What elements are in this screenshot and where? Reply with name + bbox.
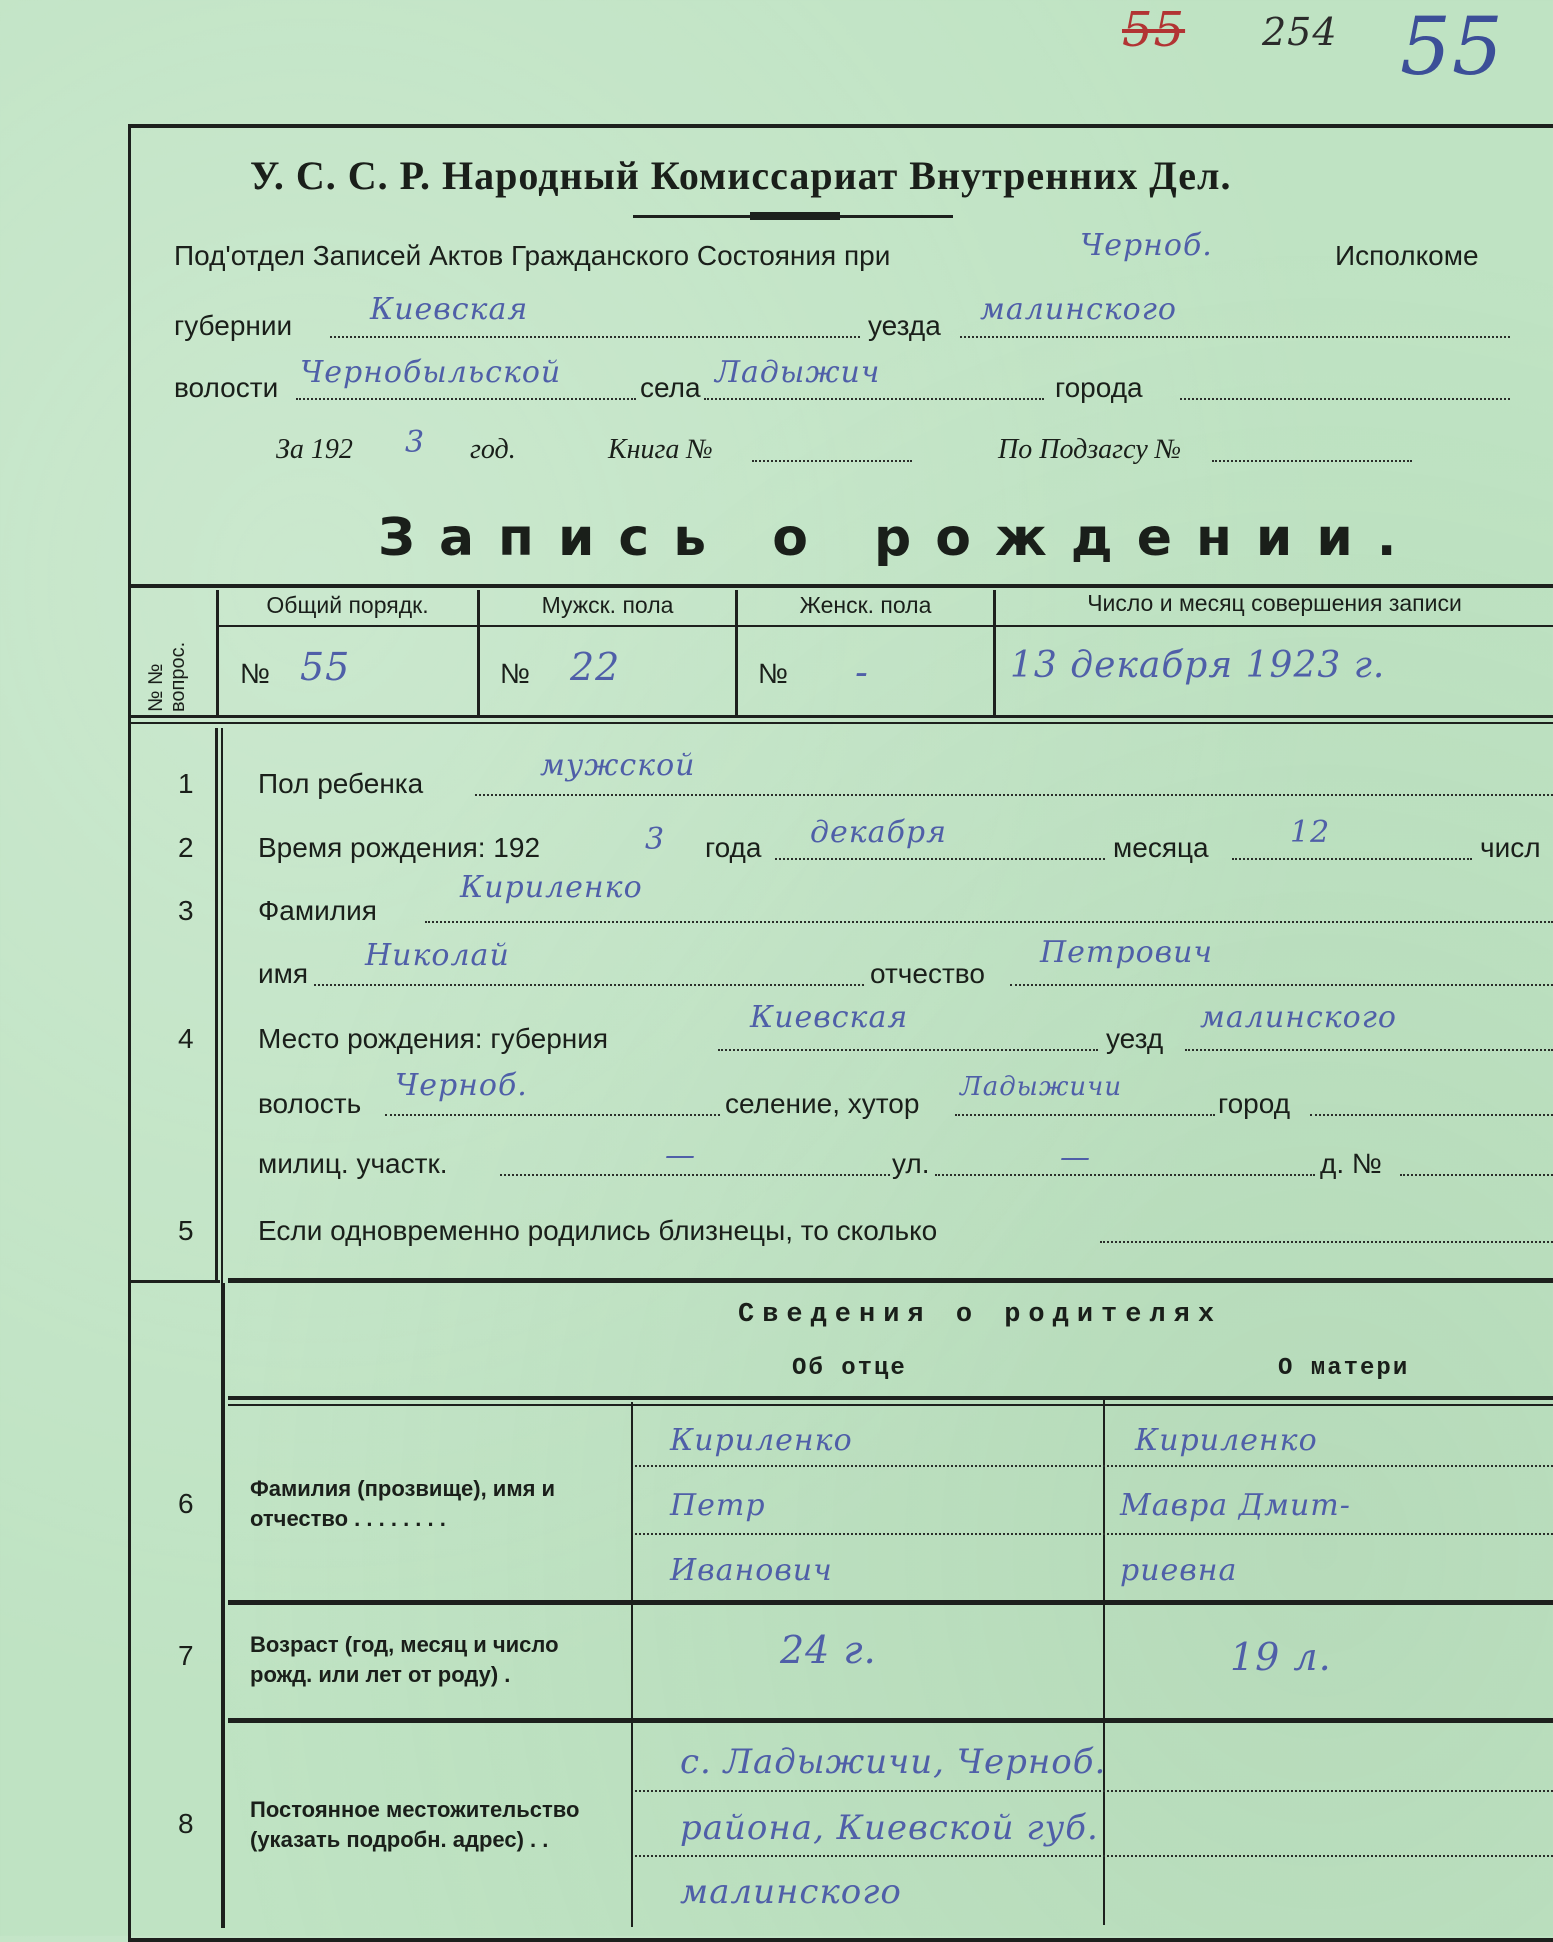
col-header-general: Общий порядк.: [266, 592, 429, 618]
archive-mark-pencil: 254: [1262, 10, 1338, 54]
gubernia-value[interactable]: Киевская: [370, 292, 529, 327]
father-surname[interactable]: Кириленко: [670, 1423, 853, 1458]
year-suffix: год.: [470, 434, 516, 465]
gubernia-label: губернии: [174, 310, 293, 341]
q2-day-label: числ: [1480, 832, 1541, 863]
record-date[interactable]: 13 декабря 1923 г.: [1010, 645, 1386, 686]
q4-militia-label: милиц. участк.: [258, 1148, 448, 1179]
q3-name-value[interactable]: Николай: [365, 938, 510, 973]
q2-year-label: года: [705, 832, 762, 863]
q3-name-label: имя: [258, 958, 309, 989]
podzags-underline: [1212, 460, 1412, 462]
mother-col-rule: [1103, 1400, 1105, 1925]
q4-militia-underline: [500, 1174, 890, 1176]
q7-number: 7: [178, 1640, 194, 1671]
register-top-rule: [130, 584, 1553, 588]
mother-surname[interactable]: Кириленко: [1135, 1423, 1318, 1458]
q7-bottom-rule: [228, 1718, 1553, 1723]
q8-number: 8: [178, 1808, 194, 1839]
q4-number: 4: [178, 1023, 194, 1054]
mother-patronymic[interactable]: риевна: [1120, 1553, 1238, 1588]
q4-uezd-value[interactable]: малинского: [1200, 1000, 1397, 1035]
ispolkom-label: Исполкоме: [1335, 240, 1479, 271]
q3-name-underline: [314, 984, 864, 986]
q4-house-label: д. №: [1320, 1148, 1382, 1179]
q3-patronymic-label: отчество: [870, 958, 985, 989]
residence-line-2[interactable]: района, Киевской губ.: [680, 1808, 1099, 1848]
no-sign: №: [240, 658, 271, 689]
q4-volost-value[interactable]: Черноб.: [395, 1068, 528, 1103]
q2-number: 2: [178, 832, 194, 863]
q6-line-2: [635, 1533, 1553, 1535]
parents-top-rule: [228, 1278, 1553, 1283]
col-header-male: Мужск. пола: [541, 592, 674, 618]
q4-label: Место рождения: губерния: [258, 1023, 609, 1054]
gorod-label: города: [1055, 372, 1143, 403]
residence-line-1[interactable]: с. Ладыжичи, Черноб.: [680, 1742, 1107, 1782]
q4-selo-value[interactable]: Ладыжичи: [960, 1072, 1123, 1102]
q4-gorod-label: город: [1218, 1088, 1291, 1119]
subdept-label: Под'отдел Записей Актов Гражданского Состояния при: [174, 240, 891, 271]
q6-bottom-rule: [228, 1600, 1553, 1605]
q8-line-1: [635, 1790, 1553, 1792]
subdept-value[interactable]: Черноб.: [1080, 228, 1213, 263]
father-name[interactable]: Петр: [670, 1488, 766, 1523]
q5-number: 5: [178, 1215, 194, 1246]
q2-year-value[interactable]: 3: [645, 822, 666, 857]
q3-patronymic-value[interactable]: Петрович: [1040, 935, 1214, 970]
q3-label: Фамилия: [258, 895, 377, 926]
q4-uezd-underline: [1185, 1049, 1553, 1051]
year-label: За 192: [276, 434, 353, 465]
questions-left-rule: [215, 728, 218, 1283]
selo-underline: [704, 398, 1044, 400]
q3-underline: [425, 921, 1553, 923]
q8-line-2: [635, 1855, 1553, 1857]
q4-uezd-label: уезд: [1106, 1023, 1164, 1054]
side-label-vopros: вопрос.: [167, 641, 189, 712]
parents-header-rule: [228, 1396, 1553, 1400]
q1-number: 1: [178, 768, 194, 799]
mother-name[interactable]: Мавра Дмит-: [1120, 1488, 1351, 1523]
uezd-value[interactable]: малинского: [980, 292, 1177, 327]
general-number[interactable]: 55: [300, 645, 351, 689]
q2-day-value[interactable]: 12: [1290, 815, 1331, 850]
female-number[interactable]: -: [855, 650, 869, 694]
uezd-label: уезда: [868, 310, 941, 341]
q4-gubernia-underline: [718, 1049, 1098, 1051]
no-sign: №: [758, 658, 789, 689]
document-title: Запись о рождении.: [378, 508, 1421, 568]
selo-label: села: [640, 372, 701, 403]
q4-gubernia-value[interactable]: Киевская: [750, 1000, 909, 1035]
q7-label: Возраст (год, месяц и число рожд. или лет от роду) .: [250, 1632, 559, 1687]
gubernia-underline: [330, 336, 860, 338]
page-title: У. С. С. Р. Народный Комиссариат Внутренних Дел.: [250, 153, 1232, 198]
q2-month-value[interactable]: декабря: [810, 815, 947, 850]
q2-label: Время рождения: 192: [258, 832, 541, 863]
uezd-underline: [960, 336, 1510, 338]
q3-patronymic-underline: [1010, 984, 1553, 986]
q2-month-label: месяца: [1113, 832, 1209, 863]
q1-sex-value[interactable]: мужской: [540, 748, 696, 783]
parents-title: Сведения о родителях: [738, 1300, 1223, 1330]
gorod-underline: [1180, 398, 1510, 400]
q6-label: Фамилия (прозвище), имя и отчество . . . . . . . .: [250, 1476, 556, 1531]
podzags-label: По Подзагсу №: [998, 434, 1182, 465]
no-sign: №: [500, 658, 531, 689]
q2-month-underline: [775, 858, 1105, 860]
q4-house-underline: [1400, 1174, 1553, 1176]
q4-street-underline: [935, 1174, 1315, 1176]
register-bottom-rule: [130, 715, 1553, 718]
volost-value[interactable]: Чернобыльской: [300, 355, 562, 390]
q8-label: Постоянное местожительство (указать подробн. адрес) . .: [250, 1797, 580, 1852]
register-bottom-rule-2: [130, 722, 1553, 724]
volost-underline: [296, 398, 636, 400]
father-patronymic[interactable]: Иванович: [670, 1553, 833, 1588]
question-number-label: [145, 642, 189, 712]
q3-number: 3: [178, 895, 194, 926]
q1-underline: [475, 794, 1553, 796]
col-header-female: Женск. пола: [799, 592, 932, 618]
section-rule: [130, 1280, 220, 1283]
col-header-date: Число и месяц совершения записи: [1087, 590, 1462, 616]
book-label: Книга №: [608, 434, 713, 465]
book-underline: [752, 460, 912, 462]
q4-selo-label: селение, хутор: [725, 1088, 920, 1119]
ornament-divider-center: [750, 212, 840, 220]
archive-mark-red: 55: [1122, 2, 1186, 58]
mother-header: О матери: [1278, 1355, 1410, 1382]
residence-line-3[interactable]: малинского: [680, 1872, 902, 1912]
father-header: Об отце: [792, 1355, 907, 1382]
year-value[interactable]: 3: [405, 425, 426, 460]
q4-street-label: ул.: [892, 1148, 930, 1179]
q4-street-value[interactable]: —: [1060, 1140, 1091, 1175]
q4-selo-underline: [955, 1114, 1215, 1116]
q2-day-underline: [1232, 858, 1472, 860]
q1-label: Пол ребенка: [258, 768, 424, 799]
q5-label: Если одновременно родились близнецы, то сколько: [258, 1215, 938, 1246]
side-label-num: № №: [145, 663, 167, 712]
parents-left-rule: [221, 1283, 225, 1928]
q4-gorod-underline: [1310, 1114, 1553, 1116]
q5-underline: [1100, 1241, 1553, 1243]
mother-age[interactable]: 19 л.: [1230, 1635, 1332, 1679]
q4-militia-value[interactable]: —: [665, 1138, 696, 1173]
q6-line-1: [635, 1465, 1553, 1467]
selo-value[interactable]: Ладыжич: [715, 355, 881, 390]
parents-header-rule-2: [228, 1404, 1553, 1406]
q4-volost-underline: [385, 1114, 720, 1116]
register-header-rule: [218, 625, 1553, 627]
volost-label: волости: [174, 372, 279, 403]
questions-left-rule-2: [221, 728, 223, 1283]
father-age[interactable]: 24 г.: [780, 1628, 877, 1672]
archive-mark-blue: 55: [1400, 0, 1504, 93]
q4-volost-label: волость: [258, 1088, 362, 1119]
q6-number: 6: [178, 1488, 194, 1519]
q3-surname-value[interactable]: Кириленко: [460, 870, 643, 905]
male-number[interactable]: 22: [570, 645, 621, 689]
